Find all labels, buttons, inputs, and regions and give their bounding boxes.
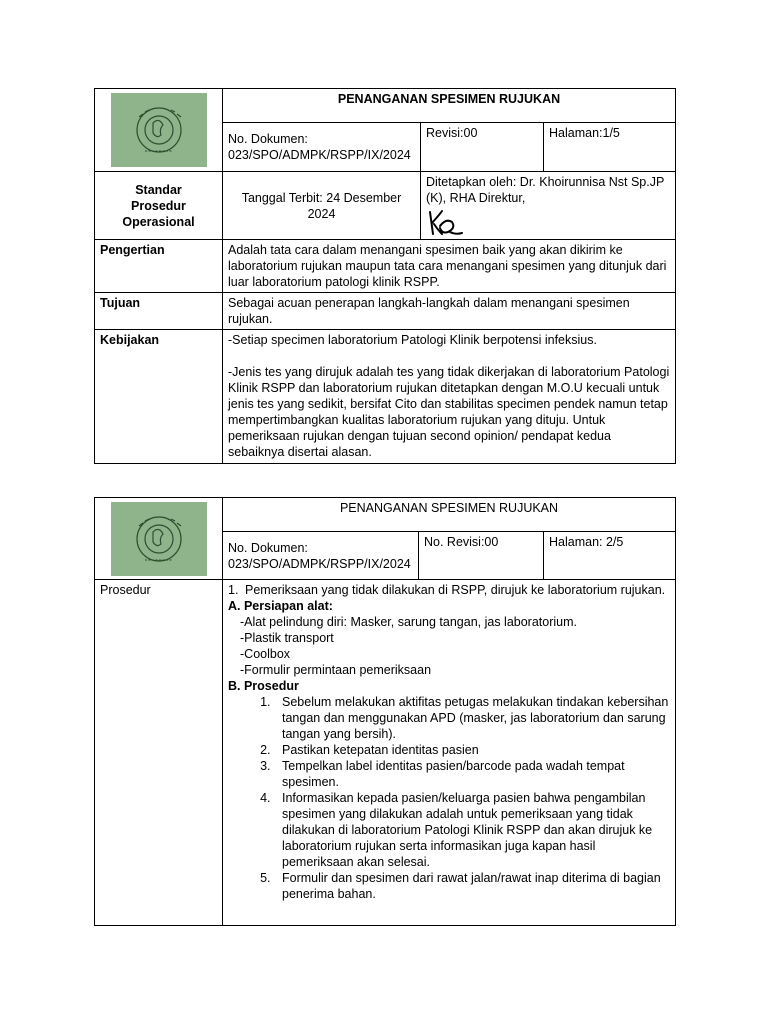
- hospital-logo-icon: [111, 93, 207, 167]
- equipment-list: [228, 614, 670, 678]
- sop-label-line-3: Operasional: [122, 214, 195, 229]
- approved-by: Ditetapkan oleh: Dr. Khoirunnisa Nst Sp.JP (K), RHA Direktur,: [421, 172, 676, 240]
- revision: Revisi:00: [421, 123, 544, 172]
- definition-label: Pengertian: [95, 240, 223, 293]
- procedure-intro-text: Pemeriksaan yang tidak dilakukan di RSPP, dirujuk ke laboratorium rujukan.: [245, 583, 666, 597]
- sop-label-cell: [95, 172, 223, 240]
- list-item: 2. Pastikan ketepatan identitas pasien: [274, 742, 670, 758]
- sop-label-line-2: Prosedur: [131, 198, 186, 213]
- list-item: 5. Formulir dan spesimen dari rawat jalan/rawat inap diterima di bagian penerima bahan.: [274, 870, 670, 902]
- page-number: Halaman:1/5: [544, 123, 676, 172]
- revision: No. Revisi:00: [419, 532, 544, 580]
- list-item: -Coolbox: [240, 647, 291, 661]
- doc-number-value: 023/SPO/ADMPK/RSPP/IX/2024: [228, 148, 411, 162]
- list-item: -Formulir permintaan pemeriksaan: [240, 663, 432, 677]
- list-item: -Alat pelindung diri: Masker, sarung tangan, jas laboratorium.: [240, 615, 577, 629]
- doc-title: PENANGANAN SPESIMEN RUJUKAN: [223, 89, 676, 123]
- sop-label-line-1: Standar: [135, 182, 182, 197]
- director-signature-icon: [426, 208, 466, 238]
- hospital-logo-cell: [95, 89, 223, 172]
- purpose-label: Tujuan: [95, 293, 223, 330]
- doc-number-cell: [223, 532, 419, 580]
- procedure-intro-number: 1.: [228, 583, 239, 597]
- policy-paragraph-2: -Jenis tes yang dirujuk adalah tes yang tidak dikerjakan di laboratorium Patologi Klinik RSPP dan laboratorium rujukan ditetapkan dengan M.O.U kecuali untuk jenis tes yang sedikit, bersifat Cito dan stabilitas specimen pendek namun tetap mempertimbangkan kualitas laboratorium rujukan yang dituju. Untuk pemeriksaan rujukan dengan tujuan second opinion/ pendapat kedua sebaiknya disertai alasan.: [228, 365, 670, 459]
- hospital-logo-icon: [111, 502, 207, 576]
- policy-cell: [223, 330, 676, 464]
- sop-table-page-1: [94, 88, 676, 464]
- procedure-intro: [228, 582, 670, 598]
- equipment-heading: A. Persiapan alat:: [228, 599, 333, 613]
- list-item: 4. Informasikan kepada pasien/keluarga pasien bahwa pengambilan spesimen yang dilakukan adalah untuk pemeriksaan yang tidak dilakukan di laboratorium Patologi Klinik RSPP dan akan dirujuk ke laboratorium rujukan serta informasikan juga kapan hasil pemeriksaan akan selesai.: [274, 790, 670, 870]
- procedure-label: Prosedur: [95, 580, 223, 926]
- hospital-logo-cell: [95, 498, 223, 580]
- doc-number-label: No. Dokumen:: [228, 132, 308, 146]
- list-item: 1. Sebelum melakukan aktifitas petugas melakukan tindakan kebersihan tangan dan menggunakan APD (masker, jas laboratorium dan sarung tangan yang bersih).: [274, 694, 670, 742]
- list-item: 3. Tempelkan label identitas pasien/barcode pada wadah tempat spesimen.: [274, 758, 670, 790]
- doc-number-label: No. Dokumen:: [228, 540, 308, 555]
- doc-number-value: 023/SPO/ADMPK/RSPP/IX/2024: [228, 556, 411, 571]
- sop-table-page-2: [94, 497, 676, 926]
- purpose-text: Sebagai acuan penerapan langkah-langkah dalam menangani spesimen rujukan.: [223, 293, 676, 330]
- policy-paragraph-1: -Setiap specimen laboratorium Patologi Klinik berpotensi infeksius.: [228, 333, 597, 347]
- page-number: Halaman: 2/5: [544, 532, 676, 580]
- doc-number-cell: [223, 123, 421, 172]
- procedure-cell: [223, 580, 676, 926]
- doc-title: PENANGANAN SPESIMEN RUJUKAN: [223, 498, 676, 532]
- procedure-steps-heading: B. Prosedur: [228, 679, 299, 693]
- issue-date: Tanggal Terbit: 24 Desember 2024: [223, 172, 421, 240]
- procedure-steps-list: [228, 694, 670, 902]
- policy-label: Kebijakan: [95, 330, 223, 464]
- list-item: -Plastik transport: [240, 631, 334, 645]
- definition-text: Adalah tata cara dalam menangani spesimen baik yang akan dikirim ke laboratorium rujukan maupun tata cara menangani spesimen yang ditunjuk dari luar laboratorium patologi klinik RSPP.: [223, 240, 676, 293]
